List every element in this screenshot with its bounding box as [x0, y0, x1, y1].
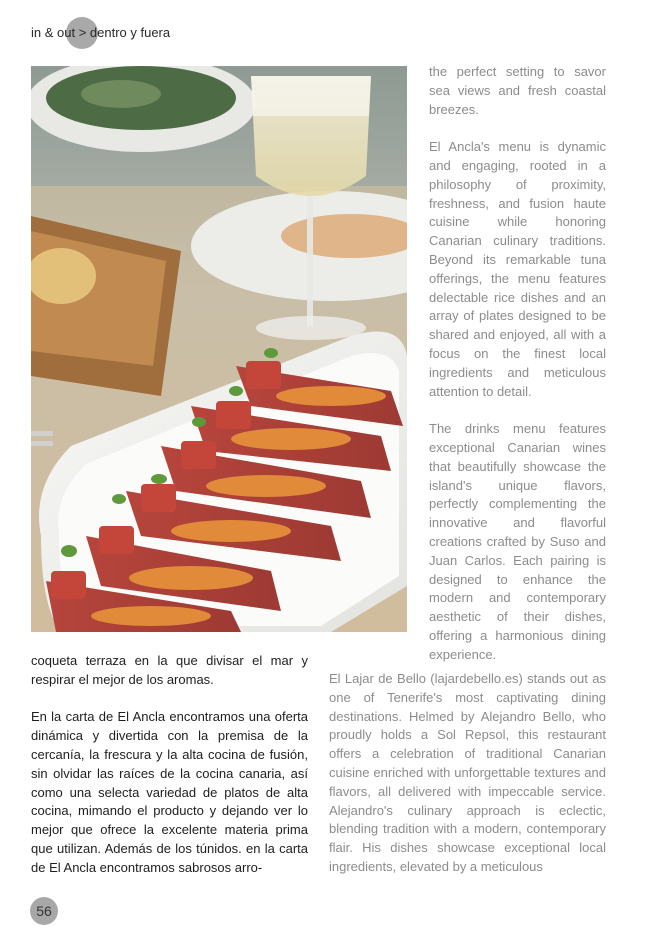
- paragraph: En la carta de El Ancla encontramos una oferta dinámica y divertida con la premisa de la cercanía, la frescura y la alta cocina de fusión, sin olvidar las raíces de la cocina canaria, así como una selecta variedad de platos de alta cocina, mimando el producto y dejando ver lo mejor que ofrece la excelente materia prima que utilizan. Además de los túnidos. en la carta de El Ancla encontramos sabrosos arro-: [31, 709, 308, 875]
- section-header: in & out > dentro y fuera: [31, 25, 171, 40]
- paragraph: coqueta terraza en la que divisar el mar y respirar el mejor de los aromas.: [31, 653, 308, 687]
- english-column-top: [429, 63, 606, 683]
- paragraph: El Lajar de Bello (lajardebello.es) stands out as one of Tenerife's most captivating dining destinations. Helmed by Alejandro Bello, who proudly holds a Sol Repsol, this restaurant offers a celebration of traditional Canarian cuisine enriched with unforgettable textures and flavors, all delivered with impeccable service. Alejandro's culinary approach is eclectic, blending tradition with a modern, contemporary flair. His dishes showcase exceptional local ingredients, elevated by a meticulous: [329, 671, 606, 874]
- paragraph: El Ancla's menu is dynamic and engaging, rooted in a philosophy of proximity, freshness, and fusion haute cuisine while honoring Canarian culinary traditions. Beyond its remarkable tuna offerings, the menu features delectable rice dishes and an array of plates designed to be shared and enjoyed, all with a focus on the finest local ingredients and meticulous attention to detail.: [429, 139, 606, 399]
- tuna-tartare-photo: [31, 66, 407, 632]
- spanish-column: [31, 652, 308, 896]
- page-number: 56: [30, 897, 58, 925]
- english-column-bottom: [329, 670, 606, 896]
- paragraph: The drinks menu features exceptional Canarian wines that beautifully showcase the island's unique flavors, perfectly complementing the innovative and flavorful creations crafted by Suso and Juan Carlos. Each pairing is designed to enhance the modern and contemporary aesthetic of their dishes, offering a harmonious dining experience.: [429, 421, 606, 662]
- paragraph: the perfect setting to savor sea views and fresh coastal breezes.: [429, 64, 606, 117]
